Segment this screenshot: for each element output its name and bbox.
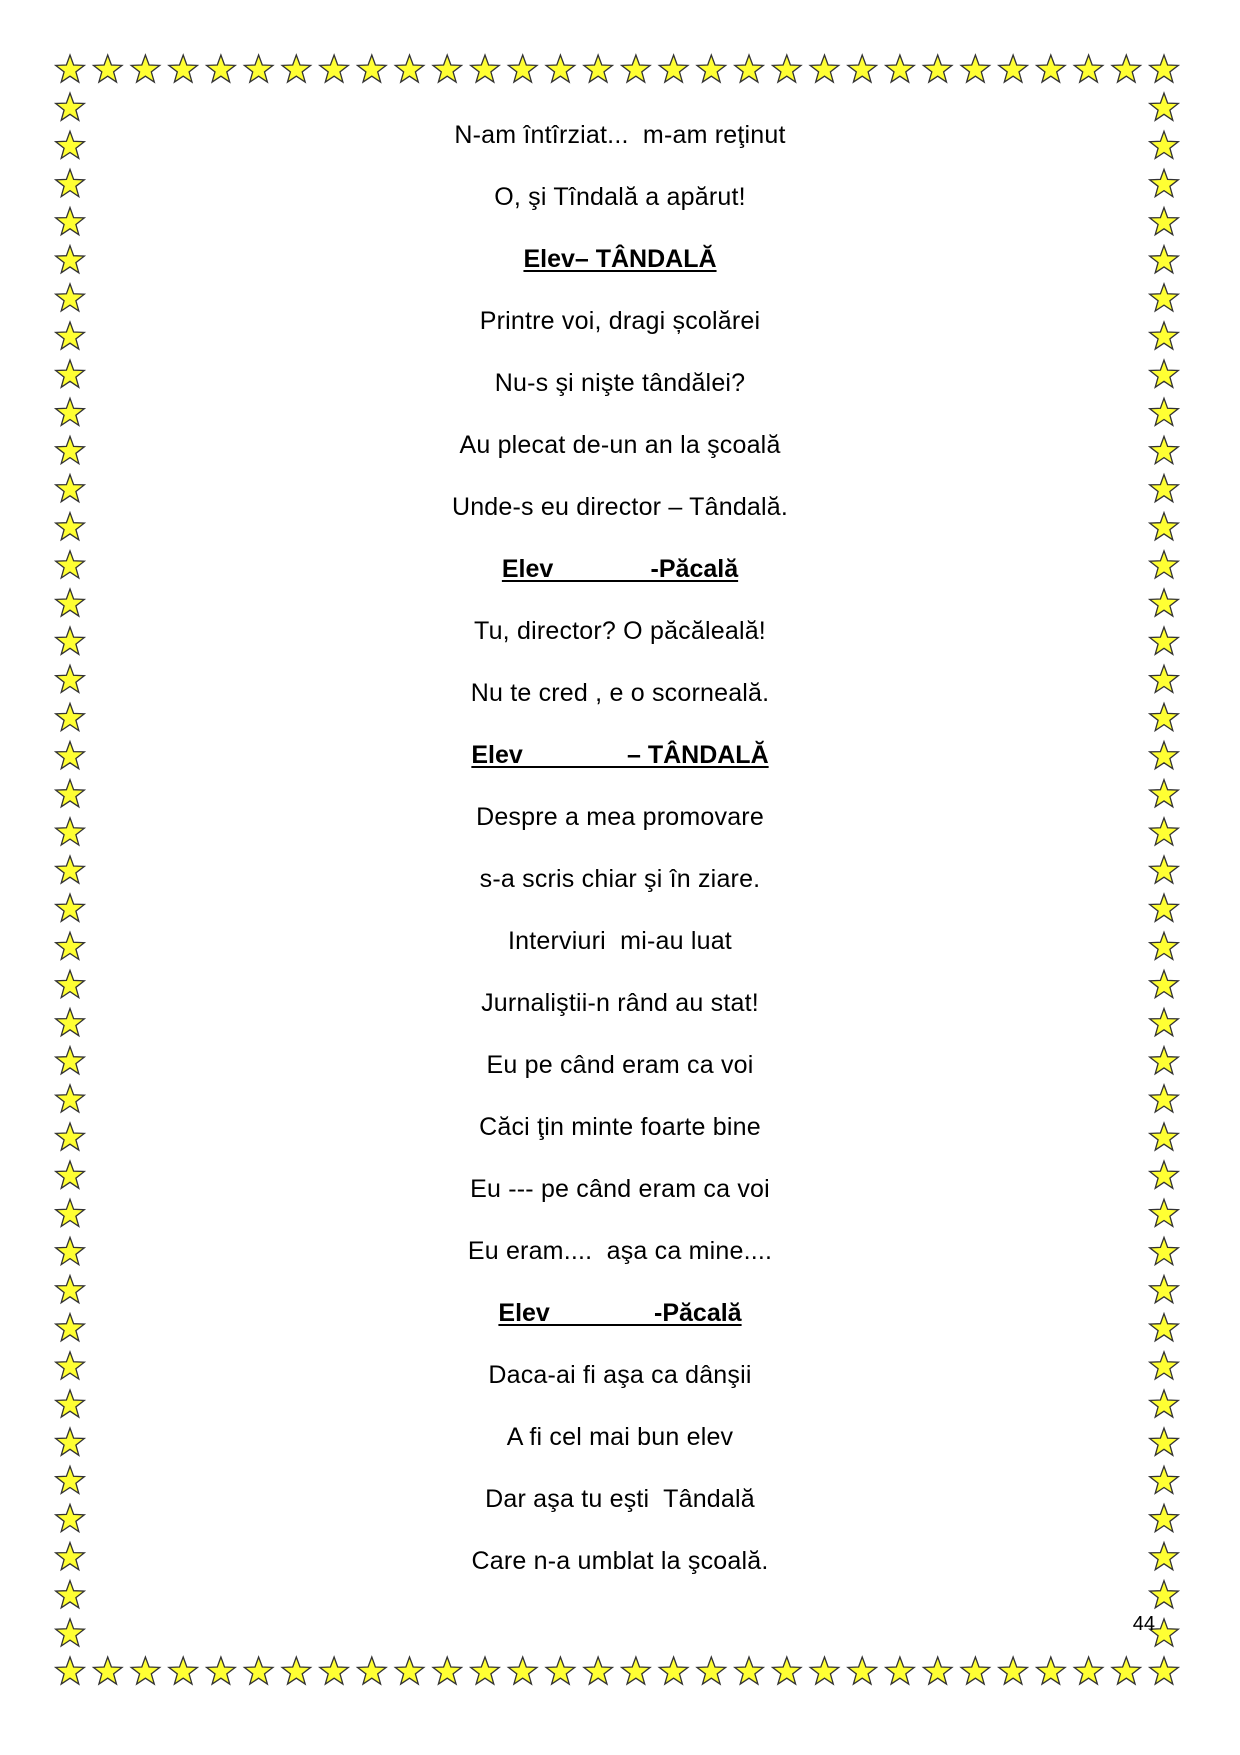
star-icon <box>56 1047 85 1074</box>
star-icon <box>56 1428 85 1455</box>
star-icon <box>56 1123 85 1150</box>
star-icon <box>1150 970 1179 997</box>
star-icon <box>1150 1581 1179 1608</box>
poem-line: Jurnaliştii-n rând au stat! <box>481 989 759 1017</box>
speaker-heading-text: Elev– TÂNDALĂ <box>523 245 717 273</box>
star-icon <box>56 932 85 959</box>
star-icon <box>1150 742 1179 769</box>
star-icon <box>1150 475 1179 502</box>
star-icon <box>1150 665 1179 692</box>
poem-line: Eu eram.... aşa ca mine.... <box>467 1237 773 1265</box>
star-icon <box>1150 1428 1179 1455</box>
star-icon <box>1150 246 1179 273</box>
star-icon <box>1150 1161 1179 1188</box>
star-icon <box>56 284 85 311</box>
speaker-heading <box>110 1296 1130 1330</box>
star-icon <box>1150 208 1179 235</box>
star-icon <box>56 665 85 692</box>
star-icon <box>56 703 85 730</box>
star-icon <box>1150 1276 1179 1303</box>
poem-line: Eu --- pe când eram ca voi <box>470 1175 770 1203</box>
star-icon <box>1150 1657 1179 1684</box>
star-icon <box>1150 284 1179 311</box>
star-icon <box>1150 1237 1179 1264</box>
star-icon <box>56 1504 85 1531</box>
star-icon <box>1150 589 1179 616</box>
poem-line: Dar aşa tu eşti Tândală <box>485 1485 755 1513</box>
star-icon <box>1150 1123 1179 1150</box>
star-icon <box>56 589 85 616</box>
star-icon <box>1150 169 1179 196</box>
star-icon <box>56 93 85 120</box>
star-icon <box>1150 894 1179 921</box>
star-icon <box>56 894 85 921</box>
star-icon <box>1150 360 1179 387</box>
speaker-heading-text: Elev -Păcală <box>501 555 739 583</box>
star-icon <box>56 1009 85 1036</box>
star-icon <box>1150 1009 1179 1036</box>
star-icon <box>56 208 85 235</box>
star-icon <box>1150 55 1179 82</box>
star-icon <box>1150 856 1179 883</box>
poem-line: Nu te cred , e o scorneală. <box>470 679 770 707</box>
poem-line: N-am întîrziat... m-am reţinut <box>454 121 786 149</box>
poem-line: A fi cel mai bun elev <box>506 1423 734 1451</box>
poem-line: Eu pe când eram ca voi <box>486 1051 754 1079</box>
star-icon <box>56 627 85 654</box>
star-icon <box>56 856 85 883</box>
star-icon <box>56 1161 85 1188</box>
star-icon <box>1150 818 1179 845</box>
star-icon <box>1150 1047 1179 1074</box>
poem-line: O, şi Tîndală a apărut! <box>494 183 746 211</box>
star-icon <box>56 551 85 578</box>
star-icon <box>1150 932 1179 959</box>
poem-line: Nu-s şi nişte tândălei? <box>494 369 746 397</box>
speaker-heading <box>110 738 1130 772</box>
star-icon <box>56 513 85 540</box>
star-icon <box>56 322 85 349</box>
star-icon <box>1150 513 1179 540</box>
star-icon <box>56 780 85 807</box>
star-icon <box>56 1619 85 1646</box>
speaker-heading <box>110 242 1130 276</box>
poem-line: Au plecat de-un an la şcoală <box>459 431 781 459</box>
speaker-heading-text: Elev – TÂNDALĂ <box>471 741 769 769</box>
star-icon <box>56 1237 85 1264</box>
star-icon <box>56 1657 85 1684</box>
poem-line: Care n-a umblat la şcoală. <box>471 1547 769 1575</box>
star-icon <box>56 1352 85 1379</box>
star-icon <box>56 436 85 463</box>
star-icon <box>1150 1199 1179 1226</box>
star-icon <box>56 1581 85 1608</box>
star-icon <box>56 475 85 502</box>
poem-line: Printre voi, dragi școlărei <box>479 307 761 335</box>
star-icon <box>1150 1390 1179 1417</box>
poem-line: Despre a mea promovare <box>476 803 764 831</box>
speaker-heading-text: Elev -Păcală <box>498 1299 742 1327</box>
star-icon <box>56 169 85 196</box>
page-number: 44 <box>1132 1613 1155 1635</box>
star-icon <box>56 970 85 997</box>
star-icon <box>56 55 85 82</box>
star-icon <box>1150 1085 1179 1112</box>
poem-content <box>110 0 1130 1755</box>
poem-line: Daca-ai fi aşa ca dânşii <box>488 1361 752 1389</box>
poem-line: Unde-s eu director – Tândală. <box>451 493 789 521</box>
star-icon <box>56 1276 85 1303</box>
star-icon <box>1150 627 1179 654</box>
star-icon <box>56 818 85 845</box>
star-icon <box>56 1314 85 1341</box>
star-icon <box>1150 131 1179 158</box>
star-icon <box>56 1543 85 1570</box>
star-icon <box>56 1199 85 1226</box>
star-icon <box>1150 1466 1179 1493</box>
star-icon <box>1150 398 1179 425</box>
star-icon <box>56 742 85 769</box>
star-icon <box>1150 1504 1179 1531</box>
star-icon <box>1150 1352 1179 1379</box>
star-icon <box>1150 1543 1179 1570</box>
poem-line: s-a scris chiar şi în ziare. <box>479 865 761 893</box>
star-icon <box>56 398 85 425</box>
star-icon <box>56 246 85 273</box>
star-icon <box>1150 703 1179 730</box>
star-icon <box>56 1466 85 1493</box>
star-icon <box>56 1085 85 1112</box>
star-icon <box>1150 93 1179 120</box>
speaker-heading <box>110 552 1130 586</box>
star-icon <box>56 1390 85 1417</box>
poem-line: Interviuri mi-au luat <box>508 927 732 955</box>
star-icon <box>1150 1314 1179 1341</box>
star-icon <box>1150 436 1179 463</box>
star-icon <box>56 131 85 158</box>
poem-line: Căci ţin minte foarte bine <box>479 1113 761 1141</box>
poem-line: Tu, director? O păcăleală! <box>474 617 766 645</box>
star-icon <box>1150 322 1179 349</box>
star-icon <box>1150 551 1179 578</box>
star-icon <box>56 360 85 387</box>
star-icon <box>1150 780 1179 807</box>
